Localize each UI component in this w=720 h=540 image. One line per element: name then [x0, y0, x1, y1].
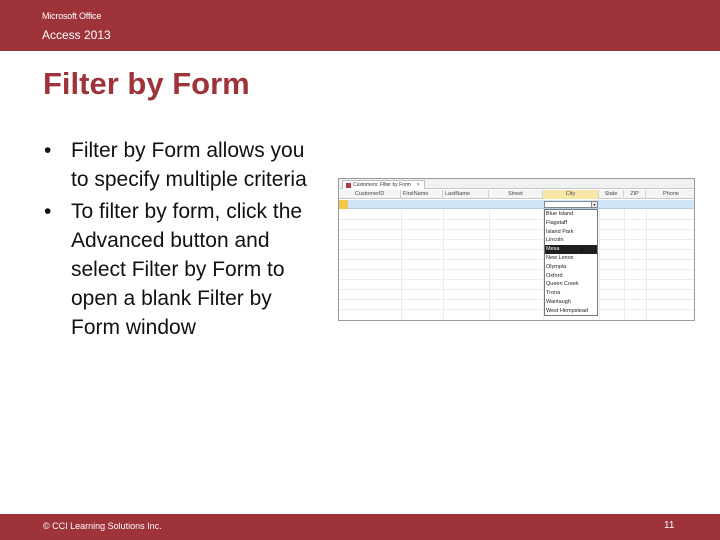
column-header-phone[interactable]: Phone [663, 191, 679, 197]
dropdown-option-blue-island[interactable]: Blue Island [546, 211, 574, 217]
grid-line [339, 269, 694, 270]
city-combo-box[interactable] [544, 201, 598, 208]
close-icon[interactable]: × [416, 182, 420, 188]
dropdown-option-west-hempstead[interactable]: West Hempstead [546, 307, 589, 314]
grid-line [339, 229, 694, 230]
page-number: 11 [664, 520, 675, 531]
bullet-text: Filter by Form allows you to specify multiple criteria [71, 139, 307, 191]
bullet-item [44, 197, 324, 342]
column-header-state[interactable]: State [599, 190, 624, 199]
product-label: Access 2013 [42, 28, 111, 42]
copyright-text: © CCI Learning Solutions Inc. [43, 521, 162, 531]
dropdown-option-trona[interactable]: Trona [546, 290, 561, 297]
column-header-city[interactable]: City [543, 190, 599, 199]
dropdown-option-queen-creek[interactable]: Queen Creek [546, 281, 579, 288]
grid-line [339, 249, 694, 250]
row-selector[interactable] [339, 200, 348, 209]
grid-line [339, 289, 694, 290]
grid-line [339, 219, 694, 220]
city-dropdown-list[interactable] [544, 209, 598, 316]
tab-title: Customers: Filter by Form [353, 182, 411, 188]
dropdown-arrow-icon[interactable]: ▾ [591, 202, 597, 207]
grid-line [401, 210, 402, 321]
brand-label: Microsoft Office [42, 11, 102, 21]
dropdown-option-olympia[interactable]: Olympia [546, 263, 567, 270]
bullet-item [44, 136, 324, 194]
grid-line [339, 309, 694, 310]
form-icon [346, 183, 351, 188]
dropdown-option-lincoln[interactable]: Lincoln [546, 237, 564, 244]
footer-bar [0, 514, 720, 540]
grid-line [339, 279, 694, 280]
bullet-marker: • [44, 200, 52, 223]
column-header-firstname[interactable]: FirstName [401, 190, 443, 199]
grid-line [624, 210, 625, 321]
column-header-customerid[interactable]: CustomerID [351, 190, 401, 199]
grid-line [339, 299, 694, 300]
grid-line [339, 259, 694, 260]
grid-line [443, 210, 444, 321]
header-bar [0, 0, 720, 51]
dropdown-option-island-park[interactable]: Island Park [546, 228, 574, 235]
dropdown-option-oxford[interactable]: Oxford [546, 272, 563, 279]
column-header-lastname[interactable]: LastName [443, 190, 489, 199]
column-header-street[interactable]: Street [489, 190, 543, 199]
filter-criteria-row[interactable] [339, 200, 694, 209]
filter-by-form-screenshot [338, 178, 695, 321]
bullet-text: To filter by form, click the Advanced button and select Filter by Form to open a blank Filter by Form window [71, 200, 303, 339]
dropdown-option-wantaugh[interactable]: Wantaugh [546, 298, 571, 305]
grid-line [599, 210, 600, 321]
column-header-row [339, 190, 694, 199]
dropdown-option-flagstaff[interactable]: Flagstaff [546, 219, 567, 226]
bullet-marker: • [44, 139, 52, 162]
grid-line [339, 239, 694, 240]
column-header-zip[interactable]: ZIP [624, 190, 646, 199]
dropdown-option-mesa[interactable]: Mesa [545, 245, 597, 254]
dropdown-option-new-lenox[interactable]: New Lenox [546, 254, 574, 261]
grid-line [489, 210, 490, 321]
mouse-pointer-icon [581, 247, 584, 253]
slide-title: Filter by Form [43, 66, 250, 101]
bullet-list [44, 136, 324, 345]
grid-line [646, 210, 647, 321]
document-tab-bar [339, 179, 694, 189]
document-tab[interactable] [342, 180, 425, 189]
